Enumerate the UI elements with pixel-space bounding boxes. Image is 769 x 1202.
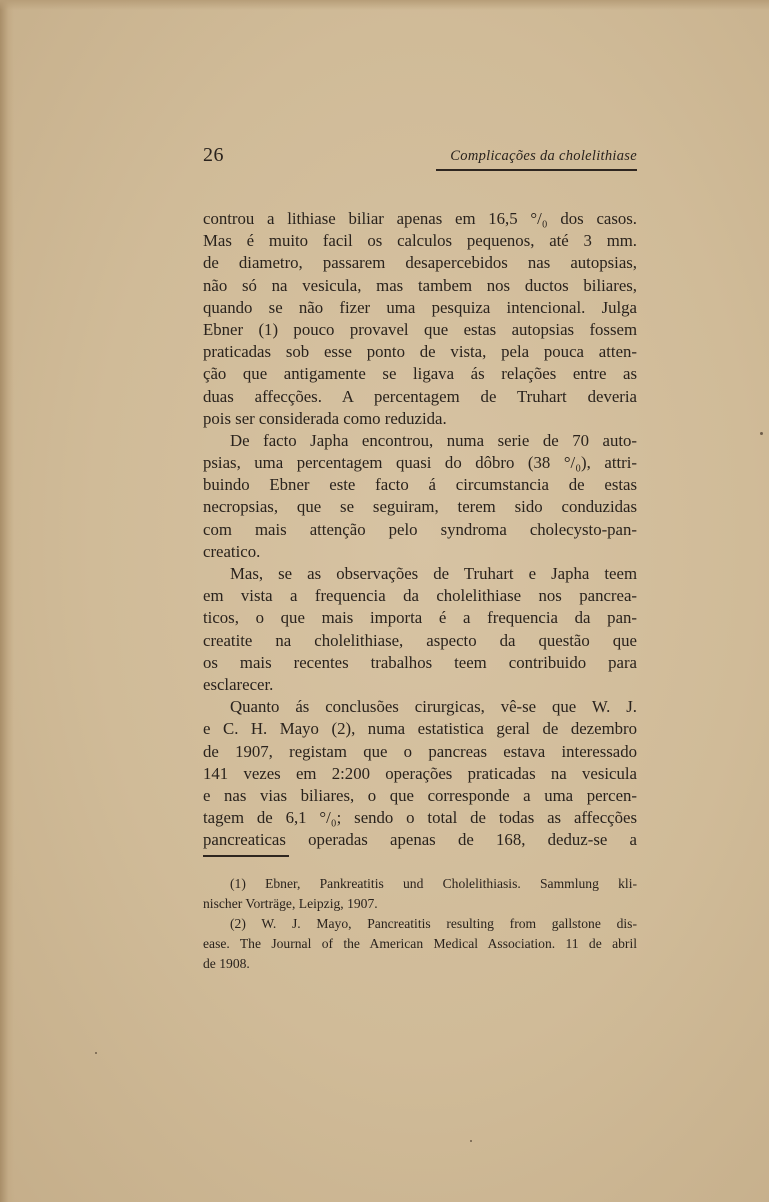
text-line: buindo Ebner este facto á circumstancia de estas: [203, 475, 637, 495]
text-line: duas affecções. A percentagem de Truhart deveria: [203, 386, 637, 406]
footnote-rule: [203, 855, 289, 857]
page-number: 26: [203, 144, 224, 166]
text-line: creatite na cholelithiase, aspecto da questão que: [203, 630, 637, 650]
text-line: Ebner (1) pouco provavel que estas autopsias fossem: [203, 319, 637, 339]
footnote-line: ease. The Journal of the American Medical Association. 11 de abril: [203, 936, 637, 951]
paper-speck: [760, 432, 763, 435]
footnote-line: de 1908.: [203, 956, 250, 971]
footnote-line: (1) Ebner, Pankreatitis und Cholelithiasis. Sammlung kli-: [230, 876, 637, 891]
text-line: e C. H. Mayo (2), numa estatistica geral de dezembro: [203, 719, 637, 739]
text-line: em vista a frequencia da cholelithiase nos pancrea-: [203, 586, 637, 606]
text-line: 141 vezes em 2:200 operações praticadas na vesicula: [203, 763, 637, 783]
text-line: Quanto ás conclusões cirurgicas, vê-se que W. J.: [230, 697, 637, 717]
paper-speck: [470, 1140, 472, 1142]
text-line: ticos, o que mais importa é a frequencia da pan-: [203, 608, 637, 628]
footnote-line: nischer Vorträge, Leipzig, 1907.: [203, 896, 378, 911]
paper-speck: [95, 1052, 97, 1054]
running-title: Complicações da cholelithiase: [450, 148, 637, 164]
text-line: Mas, se as observações de Truhart e Japha teem: [230, 564, 637, 583]
text-line: necropsias, que se seguiram, terem sido conduzidas: [203, 497, 637, 517]
text-line: e nas vias biliares, o que corresponde a uma percen-: [203, 785, 637, 805]
text-line: os mais recentes trabalhos teem contribuido para: [203, 652, 637, 672]
page-left-edge: [0, 0, 14, 1202]
text-line: pancreaticas operadas apenas de 168, deduz-se a: [203, 830, 637, 850]
text-line: tagem de 6,1 °/₀; sendo o total de todas as affecções: [203, 808, 637, 828]
text-line: quando se não fizer uma pesquiza intencional. Julga: [203, 297, 637, 317]
page-header: [203, 142, 637, 172]
text-line: de diametro, passarem desapercebidos nas autopsias,: [203, 253, 637, 273]
footnotes: [203, 874, 637, 974]
text-line: de 1907, registam que o pancreas estava interessado: [203, 741, 637, 761]
text-line: praticadas sob esse ponto de vista, pela pouca atten-: [203, 342, 637, 362]
text-line: Mas é muito facil os calculos pequenos, até 3 mm.: [203, 231, 637, 251]
text-line: não só na vesicula, mas tambem nos ductos biliares,: [203, 275, 637, 295]
footnote-line: (2) W. J. Mayo, Pancreatitis resulting from gallstone dis-: [230, 916, 637, 931]
header-rule: [436, 169, 637, 171]
text-line: pois ser considerada como reduzida.: [203, 408, 447, 428]
text-line: ção que antigamente se ligava ás relações entre as: [203, 364, 637, 384]
body-text: [203, 208, 637, 851]
text-line: creatico.: [203, 541, 261, 561]
text-line: De facto Japha encontrou, numa serie de 70 auto-: [230, 430, 637, 450]
text-line: com mais attenção pelo syndroma cholecysto-pan-: [203, 519, 637, 539]
text-line: controu a lithiase biliar apenas em 16,5 °/₀ dos casos.: [203, 209, 637, 228]
text-line: esclarecer.: [203, 674, 274, 694]
page-top-edge: [0, 0, 769, 10]
text-line: psias, uma percentagem quasi do dôbro (38 °/₀), attri-: [203, 453, 637, 473]
